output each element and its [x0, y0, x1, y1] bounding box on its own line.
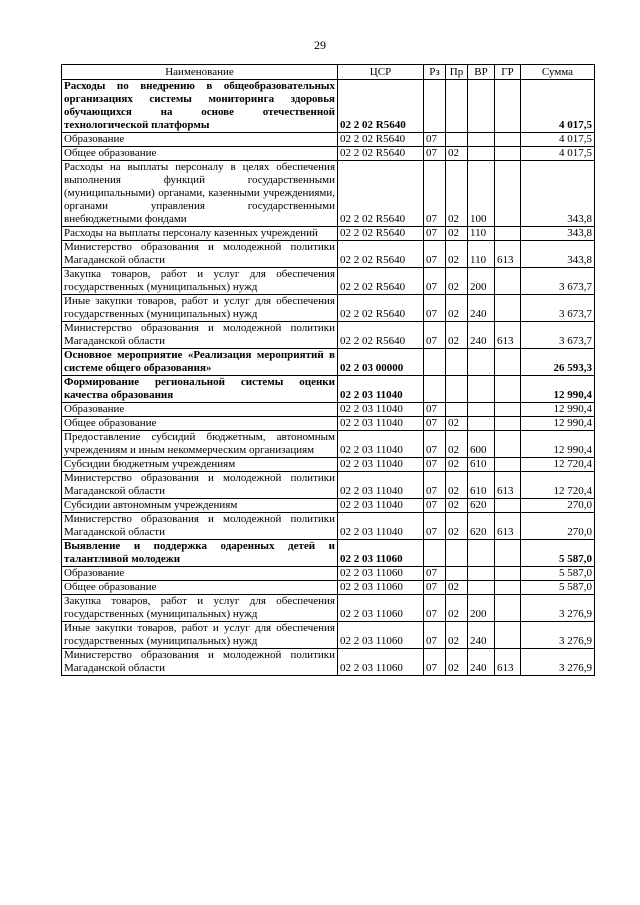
cell-pr: 02 [446, 417, 468, 431]
cell-vr: 240 [468, 322, 495, 349]
cell-gr: 613 [495, 241, 521, 268]
cell-csr: 02 2 02 R5640 [338, 241, 424, 268]
cell-sum: 5 587,0 [521, 540, 595, 567]
cell-gr: 613 [495, 322, 521, 349]
cell-pr [446, 540, 468, 567]
cell-vr: 620 [468, 499, 495, 513]
cell-gr [495, 295, 521, 322]
cell-csr: 02 2 02 R5640 [338, 147, 424, 161]
cell-sum: 26 593,3 [521, 349, 595, 376]
cell-pr [446, 403, 468, 417]
cell-sum: 3 276,9 [521, 595, 595, 622]
cell-name: Иные закупки товаров, работ и услуг для обеспечения государственных (муниципальных) нужд [62, 622, 338, 649]
budget-table [61, 64, 595, 676]
cell-rz [424, 540, 446, 567]
cell-gr [495, 403, 521, 417]
cell-rz: 07 [424, 567, 446, 581]
cell-sum: 343,8 [521, 161, 595, 227]
cell-name: Расходы на выплаты персоналу казенных учреждений [62, 227, 338, 241]
cell-sum: 343,8 [521, 227, 595, 241]
cell-sum: 3 673,7 [521, 268, 595, 295]
header-vr: ВР [468, 65, 495, 80]
cell-sum: 270,0 [521, 513, 595, 540]
cell-rz [424, 376, 446, 403]
cell-name: Министерство образования и молодежной политики Магаданской области [62, 322, 338, 349]
cell-name: Предоставление субсидий бюджетным, автономным учреждениям и иным некоммерческим организациям [62, 431, 338, 458]
cell-gr [495, 268, 521, 295]
cell-csr: 02 2 02 R5640 [338, 161, 424, 227]
cell-rz: 07 [424, 322, 446, 349]
cell-pr: 02 [446, 649, 468, 676]
cell-pr [446, 376, 468, 403]
cell-csr: 02 2 02 R5640 [338, 80, 424, 133]
cell-name: Расходы по внедрению в общеобразовательных организациях системы мониторинга здоровья обучающихся на основе отечественной технологической платформы [62, 80, 338, 133]
cell-sum: 4 017,5 [521, 147, 595, 161]
cell-csr: 02 2 02 R5640 [338, 227, 424, 241]
table-row [62, 622, 595, 649]
cell-pr: 02 [446, 458, 468, 472]
cell-csr: 02 2 03 11060 [338, 622, 424, 649]
header-name: Наименование [62, 65, 338, 80]
cell-rz [424, 349, 446, 376]
cell-name: Министерство образования и молодежной политики Магаданской области [62, 472, 338, 499]
table-row [62, 595, 595, 622]
cell-pr [446, 567, 468, 581]
cell-pr: 02 [446, 161, 468, 227]
cell-gr [495, 349, 521, 376]
cell-csr: 02 2 02 R5640 [338, 295, 424, 322]
cell-rz: 07 [424, 417, 446, 431]
table-row [62, 322, 595, 349]
cell-pr: 02 [446, 268, 468, 295]
cell-rz: 07 [424, 513, 446, 540]
cell-rz: 07 [424, 268, 446, 295]
cell-rz: 07 [424, 147, 446, 161]
table-row [62, 80, 595, 133]
cell-vr: 110 [468, 241, 495, 268]
table-row [62, 581, 595, 595]
cell-gr [495, 595, 521, 622]
cell-vr: 100 [468, 161, 495, 227]
cell-pr: 02 [446, 472, 468, 499]
cell-name: Общее образование [62, 147, 338, 161]
header-sum: Сумма [521, 65, 595, 80]
table-row [62, 499, 595, 513]
cell-pr [446, 133, 468, 147]
cell-csr: 02 2 02 R5640 [338, 268, 424, 295]
cell-rz: 07 [424, 458, 446, 472]
cell-rz: 07 [424, 295, 446, 322]
cell-vr: 200 [468, 268, 495, 295]
cell-vr: 240 [468, 295, 495, 322]
cell-vr [468, 567, 495, 581]
table-row [62, 472, 595, 499]
header-gr: ГР [495, 65, 521, 80]
cell-vr: 110 [468, 227, 495, 241]
cell-vr: 200 [468, 595, 495, 622]
table-row [62, 540, 595, 567]
cell-gr [495, 581, 521, 595]
table-row [62, 133, 595, 147]
cell-sum: 12 990,4 [521, 403, 595, 417]
cell-sum: 4 017,5 [521, 80, 595, 133]
cell-gr [495, 133, 521, 147]
cell-csr: 02 2 03 11040 [338, 417, 424, 431]
cell-vr [468, 403, 495, 417]
cell-name: Основное мероприятие «Реализация мероприятий в системе общего образования» [62, 349, 338, 376]
cell-rz: 07 [424, 241, 446, 268]
cell-rz: 07 [424, 595, 446, 622]
header-csr: ЦСР [338, 65, 424, 80]
cell-rz [424, 80, 446, 133]
cell-name: Закупка товаров, работ и услуг для обеспечения государственных (муниципальных) нужд [62, 268, 338, 295]
cell-rz: 07 [424, 431, 446, 458]
cell-vr [468, 80, 495, 133]
table-row [62, 295, 595, 322]
cell-csr: 02 2 03 11060 [338, 567, 424, 581]
cell-csr: 02 2 03 11040 [338, 513, 424, 540]
cell-rz: 07 [424, 622, 446, 649]
cell-vr: 610 [468, 472, 495, 499]
cell-sum: 12 990,4 [521, 417, 595, 431]
cell-sum: 12 990,4 [521, 376, 595, 403]
cell-rz: 07 [424, 472, 446, 499]
cell-rz: 07 [424, 161, 446, 227]
table-row [62, 268, 595, 295]
cell-pr: 02 [446, 595, 468, 622]
cell-sum: 12 990,4 [521, 431, 595, 458]
cell-pr: 02 [446, 241, 468, 268]
table-row [62, 241, 595, 268]
cell-sum: 5 587,0 [521, 581, 595, 595]
cell-sum: 4 017,5 [521, 133, 595, 147]
cell-gr [495, 622, 521, 649]
cell-gr [495, 161, 521, 227]
table-row [62, 513, 595, 540]
table-body [62, 80, 595, 676]
cell-vr: 610 [468, 458, 495, 472]
cell-pr: 02 [446, 622, 468, 649]
cell-name: Образование [62, 133, 338, 147]
cell-csr: 02 2 03 11060 [338, 540, 424, 567]
cell-csr: 02 2 03 11040 [338, 403, 424, 417]
cell-vr [468, 376, 495, 403]
cell-name: Министерство образования и молодежной политики Магаданской области [62, 513, 338, 540]
table-row [62, 147, 595, 161]
cell-name: Выявление и поддержка одаренных детей и талантливой молодежи [62, 540, 338, 567]
cell-name: Формирование региональной системы оценки качества образования [62, 376, 338, 403]
cell-sum: 12 720,4 [521, 472, 595, 499]
cell-name: Закупка товаров, работ и услуг для обеспечения государственных (муниципальных) нужд [62, 595, 338, 622]
page-number: 29 [314, 38, 326, 52]
cell-gr [495, 376, 521, 403]
cell-vr: 240 [468, 622, 495, 649]
cell-csr: 02 2 02 R5640 [338, 133, 424, 147]
cell-csr: 02 2 03 11040 [338, 376, 424, 403]
cell-name: Общее образование [62, 417, 338, 431]
cell-pr: 02 [446, 431, 468, 458]
cell-name: Министерство образования и молодежной политики Магаданской области [62, 241, 338, 268]
cell-rz: 07 [424, 227, 446, 241]
header-rz: Рз [424, 65, 446, 80]
cell-csr: 02 2 03 11060 [338, 649, 424, 676]
cell-pr: 02 [446, 295, 468, 322]
cell-name: Иные закупки товаров, работ и услуг для обеспечения государственных (муниципальных) нужд [62, 295, 338, 322]
cell-rz: 07 [424, 649, 446, 676]
cell-rz: 07 [424, 403, 446, 417]
table-row [62, 161, 595, 227]
table-row [62, 417, 595, 431]
cell-csr: 02 2 02 R5640 [338, 322, 424, 349]
cell-gr [495, 458, 521, 472]
table-row [62, 649, 595, 676]
cell-csr: 02 2 03 11040 [338, 458, 424, 472]
cell-vr [468, 581, 495, 595]
cell-gr [495, 80, 521, 133]
cell-pr: 02 [446, 581, 468, 595]
cell-name: Образование [62, 567, 338, 581]
cell-pr: 02 [446, 499, 468, 513]
cell-name: Расходы на выплаты персоналу в целях обеспечения выполнения функций государственными (муниципальными) органами, казенными учреждениями, органами управления государственными внебюджетными фондами [62, 161, 338, 227]
cell-rz: 07 [424, 581, 446, 595]
cell-name: Субсидии бюджетным учреждениям [62, 458, 338, 472]
cell-sum: 3 276,9 [521, 622, 595, 649]
table-row [62, 431, 595, 458]
cell-vr [468, 349, 495, 376]
cell-sum: 270,0 [521, 499, 595, 513]
table-row [62, 403, 595, 417]
table-row [62, 458, 595, 472]
cell-sum: 5 587,0 [521, 567, 595, 581]
table-header-row [62, 65, 595, 80]
cell-vr: 600 [468, 431, 495, 458]
cell-vr [468, 417, 495, 431]
cell-gr [495, 227, 521, 241]
cell-name: Субсидии автономным учреждениям [62, 499, 338, 513]
cell-csr: 02 2 03 11060 [338, 581, 424, 595]
cell-gr [495, 540, 521, 567]
cell-pr: 02 [446, 513, 468, 540]
cell-name: Образование [62, 403, 338, 417]
cell-gr: 613 [495, 472, 521, 499]
cell-rz: 07 [424, 133, 446, 147]
cell-gr [495, 431, 521, 458]
cell-sum: 3 673,7 [521, 295, 595, 322]
cell-name: Министерство образования и молодежной политики Магаданской области [62, 649, 338, 676]
cell-gr: 613 [495, 513, 521, 540]
cell-vr: 240 [468, 649, 495, 676]
table-row [62, 376, 595, 403]
cell-vr [468, 147, 495, 161]
cell-gr [495, 417, 521, 431]
cell-sum: 12 720,4 [521, 458, 595, 472]
cell-rz: 07 [424, 499, 446, 513]
table-row [62, 227, 595, 241]
cell-gr [495, 499, 521, 513]
cell-vr [468, 133, 495, 147]
cell-gr [495, 147, 521, 161]
cell-csr: 02 2 03 11040 [338, 499, 424, 513]
cell-csr: 02 2 03 11060 [338, 595, 424, 622]
cell-pr: 02 [446, 147, 468, 161]
cell-vr [468, 540, 495, 567]
cell-pr [446, 80, 468, 133]
table-row [62, 567, 595, 581]
cell-csr: 02 2 03 11040 [338, 431, 424, 458]
cell-sum: 343,8 [521, 241, 595, 268]
cell-pr: 02 [446, 227, 468, 241]
cell-vr: 620 [468, 513, 495, 540]
cell-name: Общее образование [62, 581, 338, 595]
cell-pr: 02 [446, 322, 468, 349]
cell-sum: 3 276,9 [521, 649, 595, 676]
cell-csr: 02 2 03 00000 [338, 349, 424, 376]
cell-csr: 02 2 03 11040 [338, 472, 424, 499]
cell-gr: 613 [495, 649, 521, 676]
cell-sum: 3 673,7 [521, 322, 595, 349]
table-row [62, 349, 595, 376]
header-pr: Пр [446, 65, 468, 80]
cell-gr [495, 567, 521, 581]
cell-pr [446, 349, 468, 376]
